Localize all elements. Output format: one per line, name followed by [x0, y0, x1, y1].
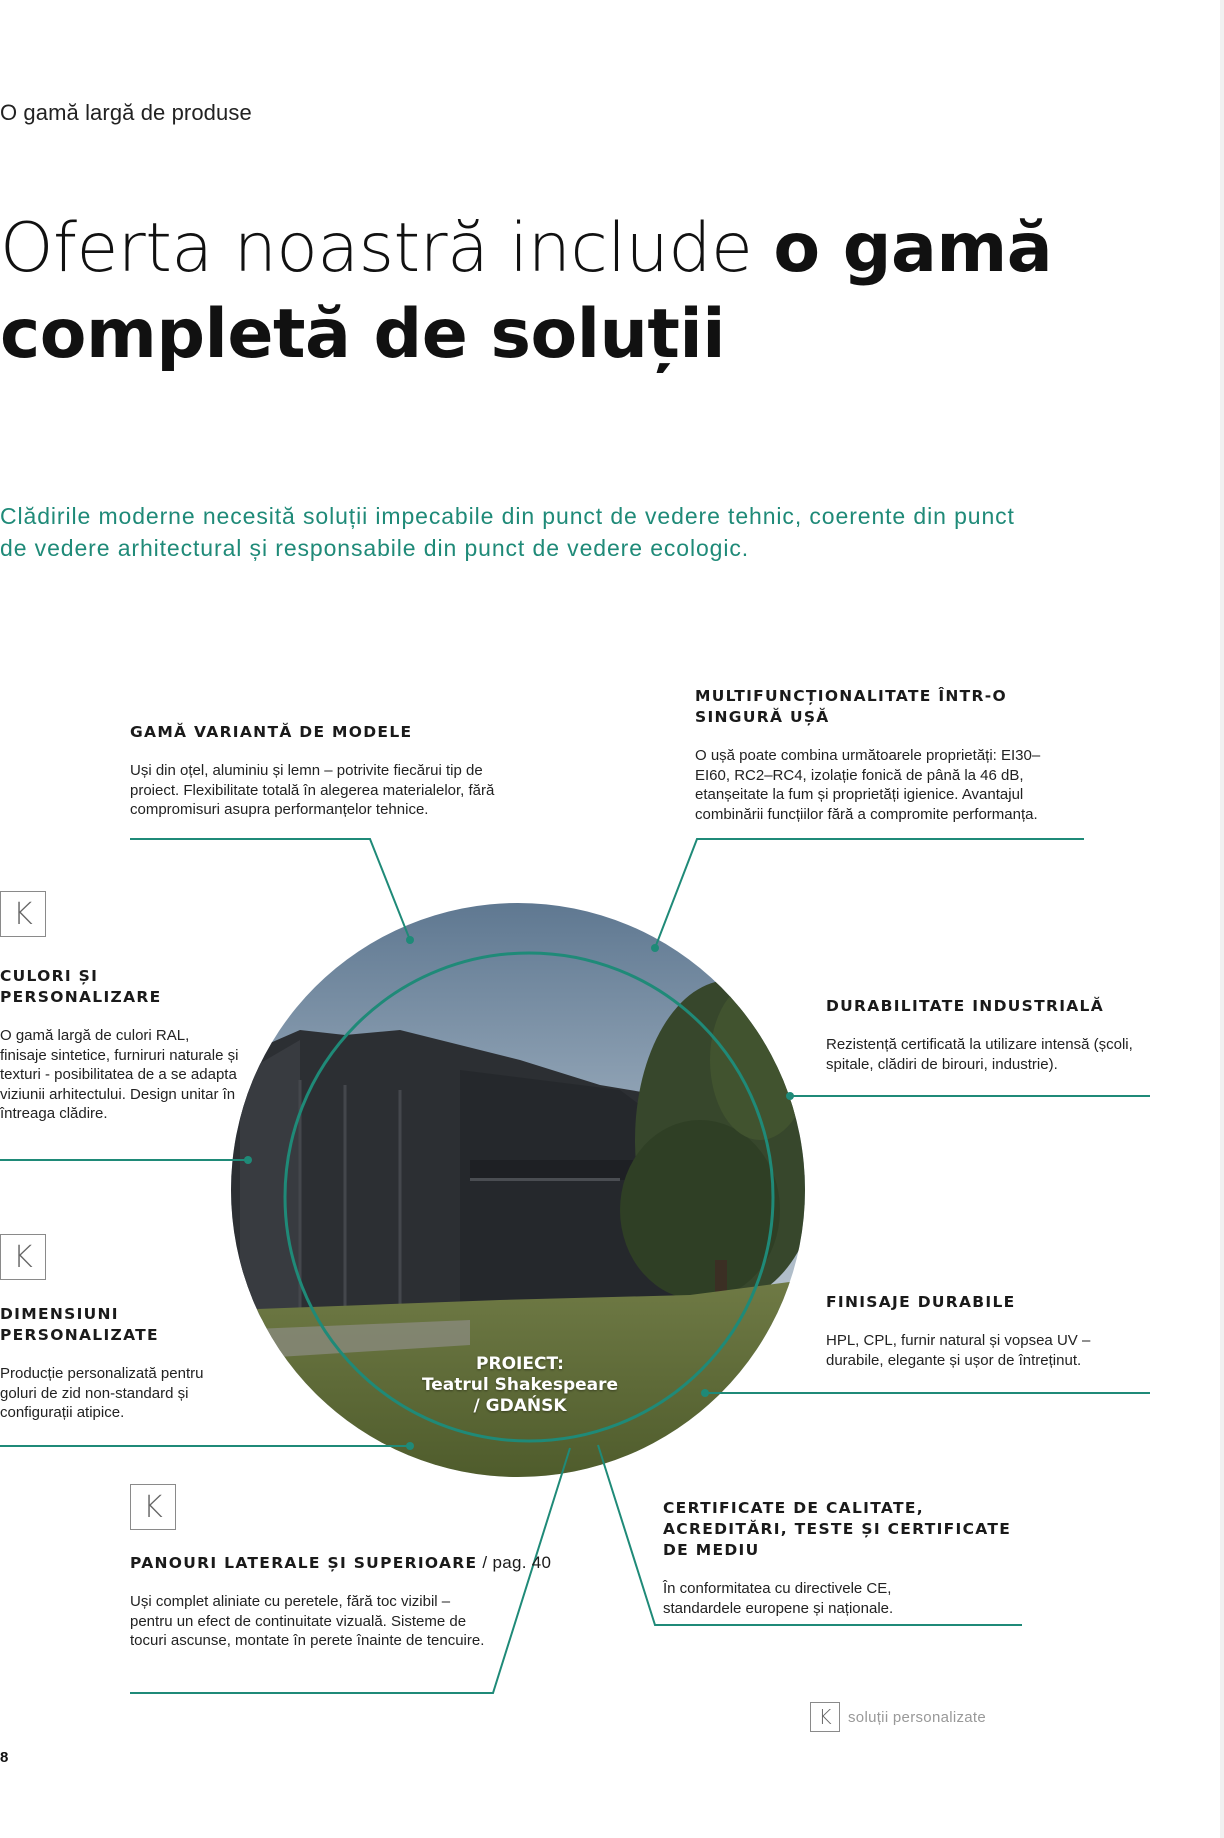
feature-title: DURABILITATE INDUSTRIALĂ [826, 997, 1105, 1015]
feature-certificates [663, 1498, 1043, 1618]
photo-caption [420, 1354, 620, 1417]
page-number: 8 [0, 1749, 9, 1766]
caption-line-2: Teatrul Shakespeare [421, 1375, 619, 1395]
feature-body: HPL, CPL, furnir natural și vopsea UV – durabile, elegante și ușor de întreținut. [826, 1332, 1091, 1369]
feature-title: FINISAJE DURABILE [826, 1293, 1016, 1311]
feature-finishes [826, 1292, 1146, 1370]
feature-body: În conformitatea cu directivele CE, standardele europene și naționale. [663, 1580, 894, 1617]
feature-title [130, 1552, 610, 1574]
caption-line-3: / GDAŃSK [473, 1396, 567, 1416]
feature-panels [130, 1552, 552, 1651]
feature-title: DIMENSIUNI PERSONALIZATE [0, 1305, 159, 1344]
headline-bold-2: completă de soluții [0, 295, 726, 374]
headline-bold-1: o gamă [773, 209, 1053, 288]
page-reference: / pag. 40 [477, 1553, 552, 1572]
caption-line-1: PROIECT: [476, 1354, 564, 1374]
feature-body: Producție personalizată pentru goluri de zid non-standard și configurații atipice. [0, 1365, 204, 1421]
feature-models [130, 722, 530, 820]
feature-title: MULTIFUNCȚIONALITATE ÎNTR-O SINGURĂ UȘĂ [695, 687, 1007, 726]
legend-label: soluții personalizate [848, 1709, 987, 1726]
feature-title: CULORI ȘI PERSONALIZARE [0, 967, 162, 1006]
custom-solution-badge: K [0, 891, 46, 937]
legend-badge: K [810, 1702, 840, 1732]
feature-dimensions [0, 1304, 230, 1423]
headline-light: Oferta noastră include [0, 209, 774, 288]
feature-body: Rezistență certificată la utilizare intensă (școli, spitale, clădiri de birouri, industrie). [826, 1036, 1133, 1073]
feature-body: Uși complet aliniate cu peretele, fără toc vizibil – pentru un efect de continuitate vizuală. Sisteme de tocuri ascunse, montate în perete înainte de tencuire. [130, 1593, 485, 1649]
feature-multifunctionality [695, 686, 1065, 824]
feature-title: GAMĂ VARIANTĂ DE MODELE [130, 723, 413, 741]
feature-body: O ușă poate combina următoarele proprietăți: EI30–EI60, RC2–RC4, izolație fonică de până la 46 dB, etanșeitate la fum și proprietăți igienice. Avantajul combinării funcțiilor fără a compromite performanța. [695, 747, 1041, 823]
feature-durability [826, 996, 1146, 1074]
feature-body: Uși din oțel, aluminiu și lemn – potrivite fiecărui tip de proiect. Flexibilitate totală în alegerea materialelor, fără compromisuri asupra performanțelor tehnice. [130, 762, 495, 818]
feature-colors [0, 966, 240, 1124]
feature-body: O gamă largă de culori RAL, finisaje sintetice, furniruri naturale și texturi - posibilitatea de a se adapta viziunii arhitectului. Design unitar în întreaga clădire. [0, 1027, 239, 1122]
feature-title: CERTIFICATE DE CALITATE, ACREDITĂRI, TESTE ȘI CERTIFICATE DE MEDIU [663, 1499, 1012, 1559]
custom-solution-badge: K [130, 1484, 176, 1530]
feature-title-text: PANOURI LATERALE ȘI SUPERIOARE [130, 1554, 478, 1572]
section-eyebrow: O gamă largă de produse [0, 100, 252, 125]
custom-solution-badge: K [0, 1234, 46, 1280]
intro-paragraph: Clădirile moderne necesită soluții impecabile din punct de vedere tehnic, coerente din punct de vedere arhitectural și responsabile din punct de vedere ecologic. [0, 503, 1015, 561]
